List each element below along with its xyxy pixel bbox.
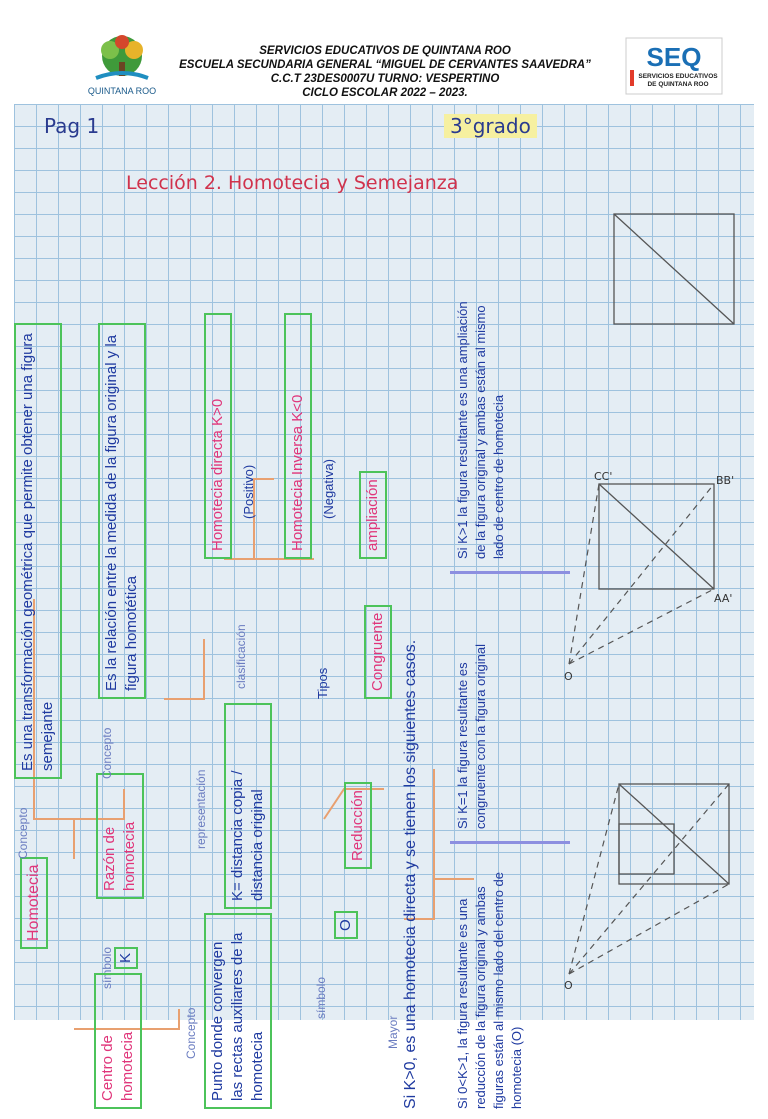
header-line-2: ESCUELA SECUNDARIA GENERAL “MIGUEL DE CERVANTES SAAVEDRA” xyxy=(179,59,591,71)
case-enlargement: Si K>1 la figura resultante es una ampliación de la figura original y ambas están al mismo lado de centro de homotecia xyxy=(455,301,506,559)
types-label: Tipos xyxy=(315,667,330,699)
label-cc: CC' xyxy=(594,470,613,483)
header-line-4: CICLO ESCOLAR 2022 – 2023. xyxy=(302,87,468,99)
divider-1 xyxy=(450,841,570,844)
homothety-figures xyxy=(564,470,754,1004)
classification-label: clasificación xyxy=(234,624,248,689)
rotated-concept-map xyxy=(14,279,574,1119)
svg-text:SERVICIOS EDUCATIVOS: SERVICIOS EDUCATIVOS xyxy=(638,73,718,80)
direct-case-statement: Si K>0, es una homotecia directa y se tienen los siguientes casos. xyxy=(402,639,419,1109)
inverse-negative: (Negativa) xyxy=(321,459,336,519)
grade-label: 3°grado xyxy=(444,114,537,138)
label-bb: BB' xyxy=(716,474,735,487)
representation-formula: K= distancia copia / distancia original xyxy=(224,703,272,909)
center-concept: Punto donde convergen las rectas auxiliares de la homotecia xyxy=(204,913,272,1109)
label-o-bottom: O xyxy=(564,979,573,992)
quintana-roo-logo xyxy=(86,32,158,102)
svg-text:DE QUINTANA ROO: DE QUINTANA ROO xyxy=(647,81,709,88)
svg-text:SEQ: SEQ xyxy=(646,42,702,72)
type-congruente: Congruente xyxy=(364,605,392,699)
type-reduccion: Reducción xyxy=(344,782,372,869)
center-symbol-label: símbolo xyxy=(314,976,328,1019)
main-term-homotecia: Homotecia xyxy=(20,857,48,949)
center-title: Centro de homotecia xyxy=(94,973,142,1109)
concept-definition: Es una transformación geométrica que permite obtener una figura semejante xyxy=(14,323,62,779)
mayor-note: Mayor xyxy=(386,1015,400,1049)
document-header xyxy=(0,0,768,104)
header-line-3: C.C.T 23DES0007U TURNO: VESPERTINO xyxy=(270,73,500,85)
divider-2 xyxy=(450,571,570,574)
concept-label-main: Concepto xyxy=(16,807,30,859)
case-congruent: Si K=1 la figura resultante es congruente con la figura original xyxy=(455,643,488,829)
representation-label: representación xyxy=(194,769,208,849)
notebook-page xyxy=(14,104,754,1109)
label-o-middle: O xyxy=(564,670,573,683)
symbol-k: K xyxy=(114,947,138,969)
direct-homothety: Homotecia directa K>0 xyxy=(204,313,232,559)
header-line-1: SERVICIOS EDUCATIVOS DE QUINTANA ROO xyxy=(259,45,511,57)
school-info xyxy=(150,44,620,100)
symbol-label-ratio: símbolo xyxy=(100,946,114,989)
lesson-title: Lección 2. Homotecia y Semejanza xyxy=(126,172,459,194)
label-aa: AA' xyxy=(714,592,733,605)
concept-label-ratio: Concepto xyxy=(100,727,114,779)
center-concept-label: Concepto xyxy=(184,1007,198,1059)
ratio-concept: Es la relación entre la medida de la figura original y la figura homotética xyxy=(98,323,146,699)
case-reduction: Si 0<K>1, la figura resultante es una reducción de la figura original y ambas figuras están al mismo lado del centro de homotecia (O) xyxy=(455,871,524,1109)
seq-logo xyxy=(626,38,722,94)
inverse-homothety: Homotecia Inversa K<0 xyxy=(284,313,312,559)
page-number: Pag 1 xyxy=(44,114,100,138)
svg-text:QUINTANA ROO: QUINTANA ROO xyxy=(87,86,157,96)
direct-positive: (Positivo) xyxy=(241,464,256,519)
type-ampliacion: ampliación xyxy=(359,471,387,559)
ratio-title: Razón de homotecia xyxy=(96,773,144,899)
center-symbol: O xyxy=(334,911,358,939)
